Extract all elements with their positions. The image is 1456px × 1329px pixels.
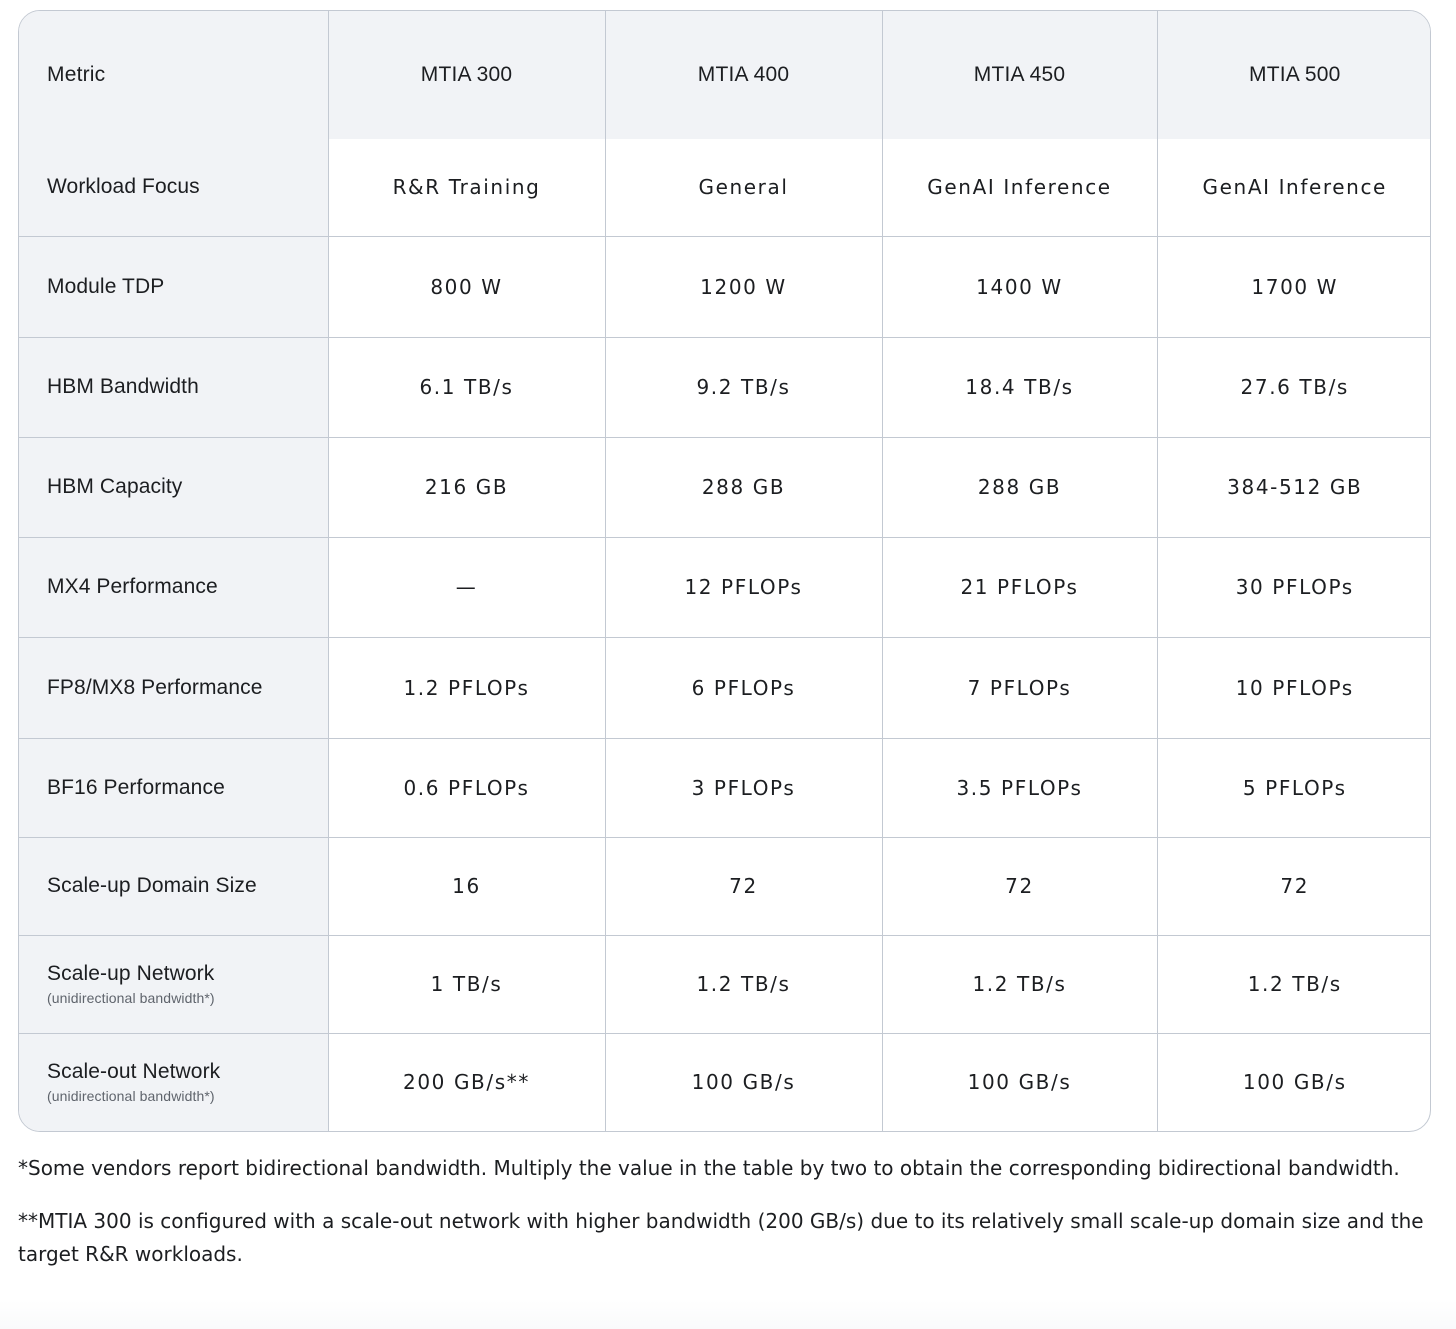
table-cell: 1.2 TB/s: [605, 935, 882, 1033]
table-cell: 800 W: [328, 236, 605, 337]
table-cell: 5 PFLOPs: [1157, 738, 1431, 837]
table-cell: 288 GB: [882, 437, 1157, 537]
metric-name: MX4 Performance: [47, 575, 218, 598]
table-row: [19, 139, 1431, 236]
footnote-mtia-300-scale-out: **MTIA 300 is configured with a scale-out network with higher bandwidth (200 GB/s) due to its relatively small scale-up domain size and the target R&R workloads.: [18, 1209, 1424, 1266]
table-cell: 10 PFLOPs: [1157, 637, 1431, 738]
table-cell: 216 GB: [328, 437, 605, 537]
table-row: [19, 637, 1431, 738]
table-cell: 100 GB/s: [1242, 1070, 1347, 1095]
table-row: [19, 537, 1431, 637]
table-cell: 1.2 TB/s: [882, 935, 1157, 1033]
table-header-row: [19, 11, 1431, 139]
table-row: [19, 236, 1431, 337]
table-row: [19, 935, 1431, 1033]
table-row: [19, 337, 1431, 437]
footnote-bidirectional: *Some vendors report bidirectional bandwidth. Multiply the value in the table by two to obtain the corresponding bidirectional bandwidth.: [18, 1156, 1400, 1180]
table-cell: 288 GB: [605, 437, 882, 537]
table-row: [19, 837, 1431, 935]
table-cell: 7 PFLOPs: [882, 637, 1157, 738]
row-metric-label: [19, 337, 328, 437]
table-cell: 384-512 GB: [1157, 437, 1431, 537]
metric-name: FP8/MX8 Performance: [47, 675, 263, 699]
table-cell: 16: [328, 837, 605, 935]
table-row: [19, 437, 1431, 537]
table-cell: 200 GB/s**: [328, 1033, 605, 1131]
column-header-metric: Metric: [19, 11, 328, 139]
metric-subtitle: (unidirectional bandwidth*): [47, 990, 215, 1006]
table-cell: 3.5 PFLOPs: [882, 738, 1157, 837]
table-cell: 9.2 TB/s: [605, 337, 882, 437]
metric-name: BF16 Performance: [47, 775, 225, 799]
row-metric-label: [19, 738, 328, 837]
table-cell: 100 GB/s: [882, 1033, 1157, 1131]
row-metric-label: [19, 437, 328, 537]
table-body: [19, 139, 1431, 1131]
table-cell: 12 PFLOPs: [605, 537, 882, 637]
row-metric-label: [19, 139, 328, 236]
row-metric-label: [19, 837, 328, 935]
row-metric-label: [19, 637, 328, 738]
table-cell: 21 PFLOPs: [882, 537, 1157, 637]
table-cell: 72: [1157, 837, 1431, 935]
table-cell: 6 PFLOPs: [605, 637, 882, 738]
table-cell: 1200 W: [605, 236, 882, 337]
metric-name: Scale-up Domain Size: [47, 874, 257, 897]
row-metric-label: [19, 935, 328, 1033]
table-cell: GenAI Inference: [1157, 139, 1431, 236]
row-metric-label: [19, 236, 328, 337]
spec-table-container: [18, 10, 1431, 1132]
table-cell: 27.6 TB/s: [1157, 337, 1431, 437]
row-metric-label: [19, 537, 328, 637]
table-row: [19, 1033, 1431, 1131]
table-cell: 1700 W: [1157, 236, 1431, 337]
table-cell: 3 PFLOPs: [605, 738, 882, 837]
metric-name: Module TDP: [47, 274, 165, 298]
table-cell: 1.2 PFLOPs: [328, 637, 605, 738]
metric-name: Workload Focus: [47, 175, 200, 199]
table-cell: 6.1 TB/s: [328, 337, 605, 437]
column-header-mtia-300: MTIA 300: [328, 11, 605, 139]
table-cell: R&R Training: [328, 139, 605, 236]
metric-name: HBM Capacity: [47, 475, 183, 498]
table-cell: 72: [605, 837, 882, 935]
metric-name: HBM Bandwidth: [47, 375, 199, 398]
table-cell: 18.4 TB/s: [882, 337, 1157, 437]
table-cell: 100 GB/s: [605, 1033, 882, 1131]
table-cell: 0.6 PFLOPs: [328, 738, 605, 837]
table-cell: —: [328, 537, 605, 637]
column-header-mtia-400: MTIA 400: [605, 11, 882, 139]
footnotes: [18, 1152, 1428, 1291]
table-row: [19, 738, 1431, 837]
metric-subtitle: (unidirectional bandwidth*): [47, 1088, 215, 1105]
column-header-mtia-450: MTIA 450: [882, 11, 1157, 139]
row-metric-label: [19, 1033, 328, 1131]
table-cell: General: [605, 139, 882, 236]
metric-name: Scale-up Network: [47, 962, 215, 985]
column-header-mtia-500: MTIA 500: [1157, 11, 1431, 139]
metric-name: Scale-out Network: [47, 1060, 221, 1084]
table-cell: 30 PFLOPs: [1157, 537, 1431, 637]
table-cell: 72: [882, 837, 1157, 935]
spec-comparison-table: [19, 11, 1431, 1131]
table-cell: 1.2 TB/s: [1157, 935, 1431, 1033]
table-cell: 1400 W: [882, 236, 1157, 337]
table-cell: 1 TB/s: [328, 935, 605, 1033]
table-cell: GenAI Inference: [882, 139, 1157, 236]
